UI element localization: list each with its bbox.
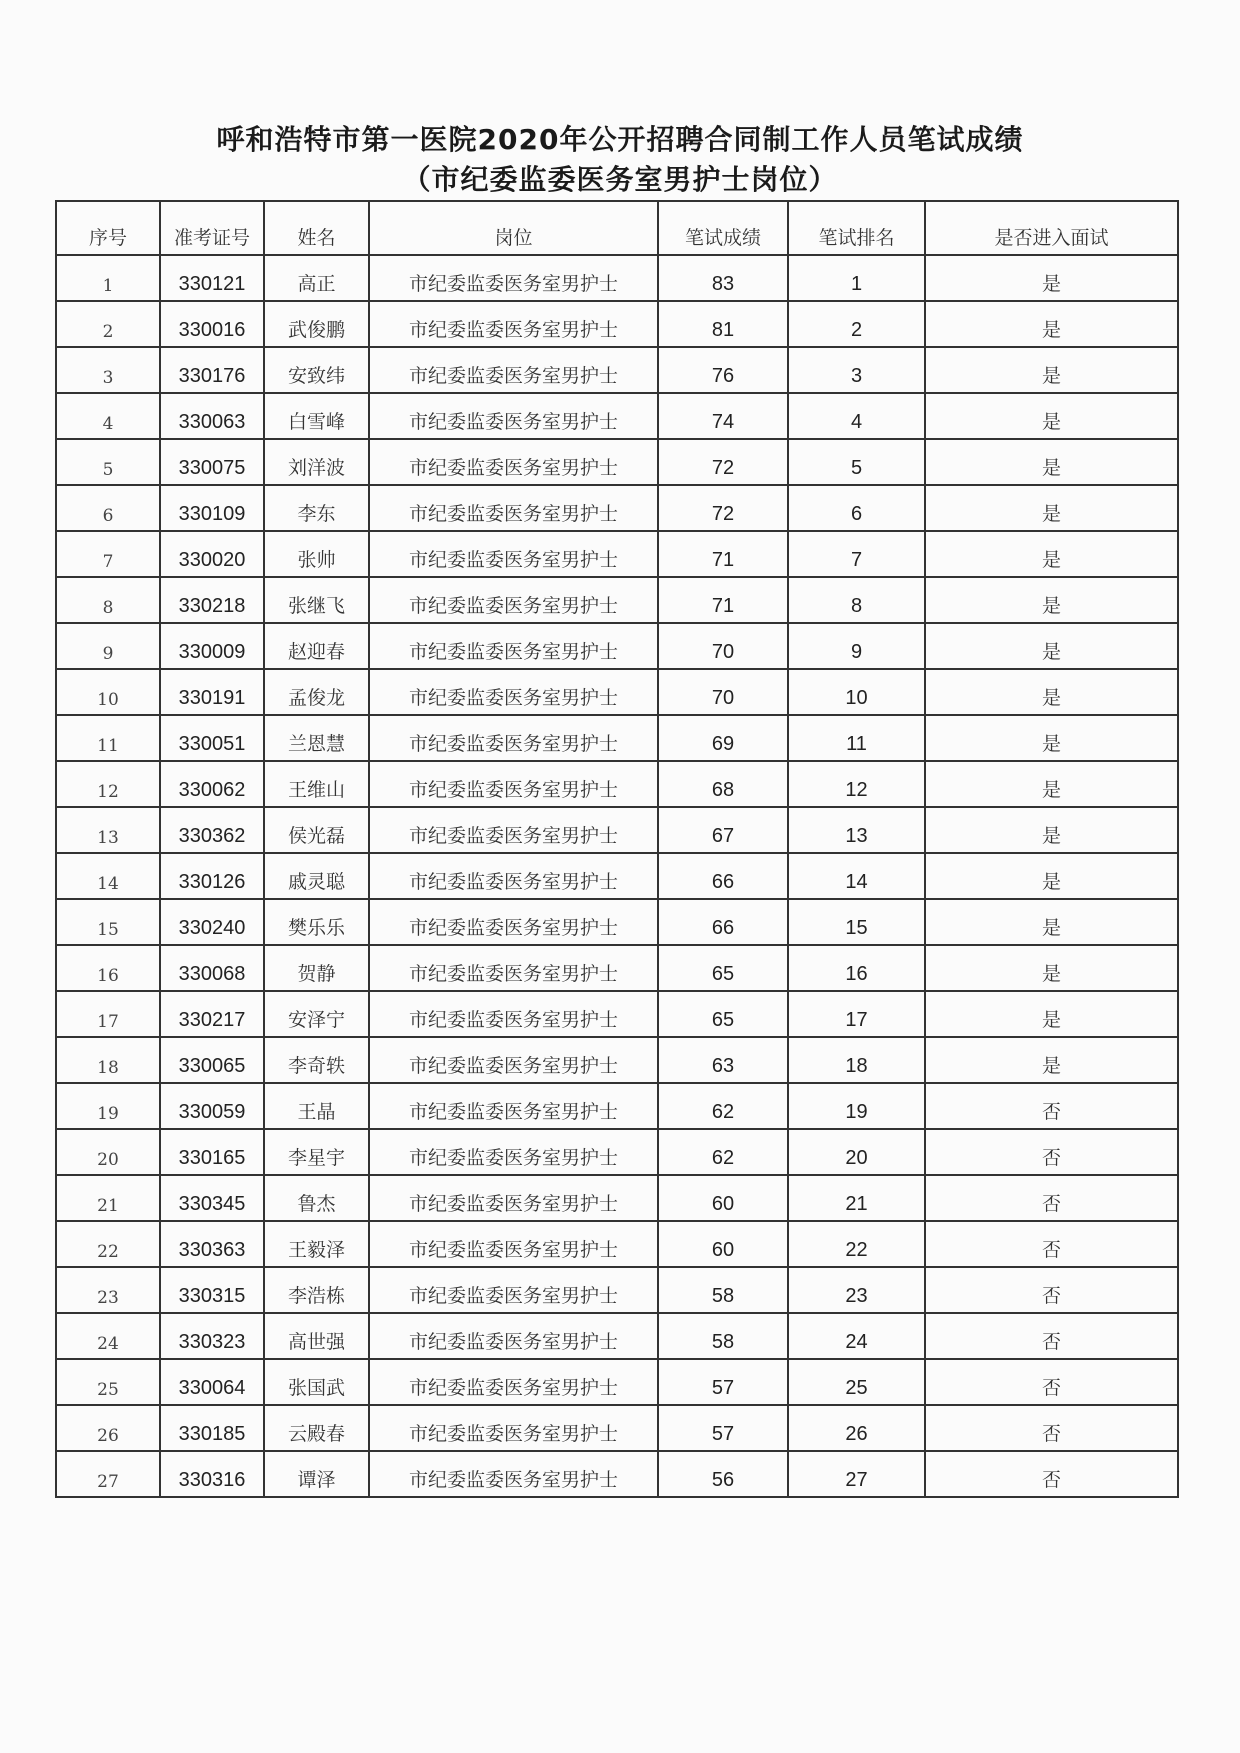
cell-post: 市纪委监委医务室男护士	[369, 1221, 658, 1267]
cell-ticket-number: 330363	[160, 1221, 264, 1267]
table-row	[56, 715, 1178, 761]
cell-post: 市纪委监委医务室男护士	[369, 807, 658, 853]
cell-ticket-number: 330075	[160, 439, 264, 485]
cell-score: 83	[658, 255, 788, 301]
cell-seq: 17	[56, 991, 160, 1037]
cell-ticket-number: 330176	[160, 347, 264, 393]
cell-rank: 23	[788, 1267, 925, 1313]
cell-interview: 否	[925, 1451, 1178, 1497]
cell-seq: 7	[56, 531, 160, 577]
cell-ticket-number: 330068	[160, 945, 264, 991]
cell-post: 市纪委监委医务室男护士	[369, 439, 658, 485]
cell-seq: 23	[56, 1267, 160, 1313]
cell-name: 张国武	[264, 1359, 369, 1405]
cell-name: 李东	[264, 485, 369, 531]
cell-rank: 6	[788, 485, 925, 531]
cell-rank: 21	[788, 1175, 925, 1221]
cell-seq: 15	[56, 899, 160, 945]
cell-seq: 8	[56, 577, 160, 623]
cell-interview: 否	[925, 1221, 1178, 1267]
cell-score: 66	[658, 899, 788, 945]
header-seq: 序号	[56, 201, 160, 255]
cell-name: 王维山	[264, 761, 369, 807]
table-row	[56, 1451, 1178, 1497]
table-row	[56, 761, 1178, 807]
cell-seq: 19	[56, 1083, 160, 1129]
header-interview: 是否进入面试	[925, 201, 1178, 255]
cell-score: 62	[658, 1129, 788, 1175]
cell-rank: 24	[788, 1313, 925, 1359]
table-row	[56, 807, 1178, 853]
cell-ticket-number: 330009	[160, 623, 264, 669]
cell-seq: 25	[56, 1359, 160, 1405]
cell-rank: 17	[788, 991, 925, 1037]
cell-post: 市纪委监委医务室男护士	[369, 485, 658, 531]
cell-seq: 9	[56, 623, 160, 669]
cell-interview: 是	[925, 853, 1178, 899]
cell-seq: 22	[56, 1221, 160, 1267]
header-ticket-number: 准考证号	[160, 201, 264, 255]
cell-rank: 10	[788, 669, 925, 715]
cell-post: 市纪委监委医务室男护士	[369, 301, 658, 347]
cell-name: 云殿春	[264, 1405, 369, 1451]
cell-name: 赵迎春	[264, 623, 369, 669]
cell-name: 李浩栋	[264, 1267, 369, 1313]
cell-interview: 是	[925, 899, 1178, 945]
cell-interview: 否	[925, 1405, 1178, 1451]
cell-post: 市纪委监委医务室男护士	[369, 715, 658, 761]
table-row	[56, 669, 1178, 715]
cell-seq: 2	[56, 301, 160, 347]
cell-score: 71	[658, 531, 788, 577]
cell-seq: 5	[56, 439, 160, 485]
cell-post: 市纪委监委医务室男护士	[369, 1129, 658, 1175]
cell-score: 57	[658, 1359, 788, 1405]
cell-score: 76	[658, 347, 788, 393]
cell-post: 市纪委监委医务室男护士	[369, 393, 658, 439]
cell-seq: 27	[56, 1451, 160, 1497]
cell-interview: 否	[925, 1175, 1178, 1221]
cell-ticket-number: 330345	[160, 1175, 264, 1221]
cell-ticket-number: 330217	[160, 991, 264, 1037]
cell-interview: 是	[925, 577, 1178, 623]
cell-name: 戚灵聪	[264, 853, 369, 899]
cell-post: 市纪委监委医务室男护士	[369, 531, 658, 577]
cell-seq: 1	[56, 255, 160, 301]
cell-rank: 4	[788, 393, 925, 439]
cell-interview: 否	[925, 1359, 1178, 1405]
cell-ticket-number: 330051	[160, 715, 264, 761]
table-body	[56, 255, 1178, 1497]
cell-post: 市纪委监委医务室男护士	[369, 991, 658, 1037]
cell-ticket-number: 330059	[160, 1083, 264, 1129]
cell-name: 李星宇	[264, 1129, 369, 1175]
cell-post: 市纪委监委医务室男护士	[369, 347, 658, 393]
cell-seq: 3	[56, 347, 160, 393]
table-row	[56, 1037, 1178, 1083]
cell-interview: 是	[925, 347, 1178, 393]
header-rank: 笔试排名	[788, 201, 925, 255]
cell-name: 张继飞	[264, 577, 369, 623]
cell-name: 安泽宁	[264, 991, 369, 1037]
cell-name: 孟俊龙	[264, 669, 369, 715]
cell-ticket-number: 330065	[160, 1037, 264, 1083]
cell-score: 65	[658, 945, 788, 991]
table-row	[56, 301, 1178, 347]
cell-seq: 12	[56, 761, 160, 807]
cell-rank: 18	[788, 1037, 925, 1083]
cell-seq: 24	[56, 1313, 160, 1359]
cell-ticket-number: 330062	[160, 761, 264, 807]
cell-name: 樊乐乐	[264, 899, 369, 945]
cell-ticket-number: 330240	[160, 899, 264, 945]
cell-rank: 11	[788, 715, 925, 761]
table-header-row	[56, 201, 1178, 255]
cell-ticket-number: 330362	[160, 807, 264, 853]
cell-rank: 22	[788, 1221, 925, 1267]
table-row	[56, 1313, 1178, 1359]
cell-interview: 否	[925, 1129, 1178, 1175]
cell-seq: 13	[56, 807, 160, 853]
cell-rank: 12	[788, 761, 925, 807]
cell-post: 市纪委监委医务室男护士	[369, 1359, 658, 1405]
cell-name: 武俊鹏	[264, 301, 369, 347]
table-row	[56, 393, 1178, 439]
cell-rank: 26	[788, 1405, 925, 1451]
cell-score: 81	[658, 301, 788, 347]
cell-post: 市纪委监委医务室男护士	[369, 853, 658, 899]
cell-rank: 25	[788, 1359, 925, 1405]
cell-rank: 5	[788, 439, 925, 485]
cell-ticket-number: 330218	[160, 577, 264, 623]
cell-post: 市纪委监委医务室男护士	[369, 899, 658, 945]
cell-interview: 是	[925, 439, 1178, 485]
cell-interview: 是	[925, 255, 1178, 301]
page-subtitle: （市纪委监委医务室男护士岗位）	[402, 163, 838, 196]
cell-seq: 11	[56, 715, 160, 761]
cell-post: 市纪委监委医务室男护士	[369, 761, 658, 807]
cell-score: 60	[658, 1221, 788, 1267]
header-name: 姓名	[264, 201, 369, 255]
cell-ticket-number: 330316	[160, 1451, 264, 1497]
cell-seq: 16	[56, 945, 160, 991]
cell-seq: 20	[56, 1129, 160, 1175]
cell-ticket-number: 330323	[160, 1313, 264, 1359]
table-row	[56, 853, 1178, 899]
cell-seq: 18	[56, 1037, 160, 1083]
cell-interview: 否	[925, 1313, 1178, 1359]
cell-interview: 是	[925, 485, 1178, 531]
cell-name: 白雪峰	[264, 393, 369, 439]
table-row	[56, 485, 1178, 531]
cell-ticket-number: 330064	[160, 1359, 264, 1405]
cell-rank: 27	[788, 1451, 925, 1497]
cell-rank: 8	[788, 577, 925, 623]
cell-score: 70	[658, 669, 788, 715]
cell-name: 高世强	[264, 1313, 369, 1359]
cell-ticket-number: 330109	[160, 485, 264, 531]
cell-interview: 是	[925, 623, 1178, 669]
cell-interview: 是	[925, 531, 1178, 577]
cell-name: 高正	[264, 255, 369, 301]
cell-post: 市纪委监委医务室男护士	[369, 1451, 658, 1497]
table-row	[56, 255, 1178, 301]
cell-name: 谭泽	[264, 1451, 369, 1497]
cell-ticket-number: 330063	[160, 393, 264, 439]
table-row	[56, 1083, 1178, 1129]
cell-rank: 9	[788, 623, 925, 669]
cell-interview: 是	[925, 715, 1178, 761]
header-post: 岗位	[369, 201, 658, 255]
cell-name: 王晶	[264, 1083, 369, 1129]
table-row	[56, 1405, 1178, 1451]
cell-name: 兰恩慧	[264, 715, 369, 761]
cell-score: 67	[658, 807, 788, 853]
cell-ticket-number: 330185	[160, 1405, 264, 1451]
cell-score: 70	[658, 623, 788, 669]
cell-post: 市纪委监委医务室男护士	[369, 1267, 658, 1313]
cell-post: 市纪委监委医务室男护士	[369, 945, 658, 991]
cell-name: 贺静	[264, 945, 369, 991]
table-row	[56, 945, 1178, 991]
cell-rank: 3	[788, 347, 925, 393]
cell-name: 安致纬	[264, 347, 369, 393]
table-row	[56, 1221, 1178, 1267]
table-row	[56, 1359, 1178, 1405]
cell-rank: 7	[788, 531, 925, 577]
cell-ticket-number: 330165	[160, 1129, 264, 1175]
cell-post: 市纪委监委医务室男护士	[369, 1313, 658, 1359]
cell-interview: 是	[925, 807, 1178, 853]
cell-rank: 16	[788, 945, 925, 991]
cell-post: 市纪委监委医务室男护士	[369, 255, 658, 301]
cell-interview: 是	[925, 669, 1178, 715]
table-row	[56, 623, 1178, 669]
cell-seq: 26	[56, 1405, 160, 1451]
cell-score: 62	[658, 1083, 788, 1129]
table-row	[56, 531, 1178, 577]
cell-post: 市纪委监委医务室男护士	[369, 1175, 658, 1221]
cell-rank: 19	[788, 1083, 925, 1129]
table-row	[56, 899, 1178, 945]
cell-rank: 14	[788, 853, 925, 899]
cell-post: 市纪委监委医务室男护士	[369, 1083, 658, 1129]
cell-interview: 是	[925, 1037, 1178, 1083]
cell-rank: 15	[788, 899, 925, 945]
cell-ticket-number: 330126	[160, 853, 264, 899]
cell-post: 市纪委监委医务室男护士	[369, 669, 658, 715]
cell-interview: 是	[925, 991, 1178, 1037]
cell-score: 56	[658, 1451, 788, 1497]
cell-score: 65	[658, 991, 788, 1037]
cell-interview: 是	[925, 761, 1178, 807]
cell-score: 72	[658, 439, 788, 485]
cell-interview: 否	[925, 1083, 1178, 1129]
cell-score: 66	[658, 853, 788, 899]
cell-name: 刘洋波	[264, 439, 369, 485]
page-title: 呼和浩特市第一医院2020年公开招聘合同制工作人员笔试成绩	[216, 123, 1024, 156]
cell-score: 58	[658, 1267, 788, 1313]
header-score: 笔试成绩	[658, 201, 788, 255]
cell-ticket-number: 330121	[160, 255, 264, 301]
cell-interview: 是	[925, 393, 1178, 439]
scores-table	[55, 200, 1179, 1498]
table-row	[56, 1175, 1178, 1221]
cell-score: 74	[658, 393, 788, 439]
cell-name: 侯光磊	[264, 807, 369, 853]
cell-seq: 4	[56, 393, 160, 439]
cell-rank: 2	[788, 301, 925, 347]
cell-score: 57	[658, 1405, 788, 1451]
cell-name: 王毅泽	[264, 1221, 369, 1267]
cell-ticket-number: 330315	[160, 1267, 264, 1313]
cell-name: 鲁杰	[264, 1175, 369, 1221]
table-row	[56, 439, 1178, 485]
cell-post: 市纪委监委医务室男护士	[369, 1405, 658, 1451]
cell-rank: 20	[788, 1129, 925, 1175]
cell-seq: 14	[56, 853, 160, 899]
cell-ticket-number: 330191	[160, 669, 264, 715]
cell-score: 63	[658, 1037, 788, 1083]
cell-rank: 1	[788, 255, 925, 301]
cell-score: 58	[658, 1313, 788, 1359]
cell-post: 市纪委监委医务室男护士	[369, 623, 658, 669]
cell-rank: 13	[788, 807, 925, 853]
cell-seq: 10	[56, 669, 160, 715]
cell-ticket-number: 330016	[160, 301, 264, 347]
cell-interview: 是	[925, 945, 1178, 991]
cell-seq: 21	[56, 1175, 160, 1221]
cell-score: 68	[658, 761, 788, 807]
cell-score: 69	[658, 715, 788, 761]
cell-post: 市纪委监委医务室男护士	[369, 577, 658, 623]
cell-score: 72	[658, 485, 788, 531]
cell-score: 60	[658, 1175, 788, 1221]
cell-name: 张帅	[264, 531, 369, 577]
cell-name: 李奇轶	[264, 1037, 369, 1083]
table-row	[56, 347, 1178, 393]
cell-post: 市纪委监委医务室男护士	[369, 1037, 658, 1083]
table-row	[56, 991, 1178, 1037]
cell-interview: 否	[925, 1267, 1178, 1313]
cell-score: 71	[658, 577, 788, 623]
cell-seq: 6	[56, 485, 160, 531]
table-row	[56, 577, 1178, 623]
table-row	[56, 1267, 1178, 1313]
table-row	[56, 1129, 1178, 1175]
cell-interview: 是	[925, 301, 1178, 347]
cell-ticket-number: 330020	[160, 531, 264, 577]
